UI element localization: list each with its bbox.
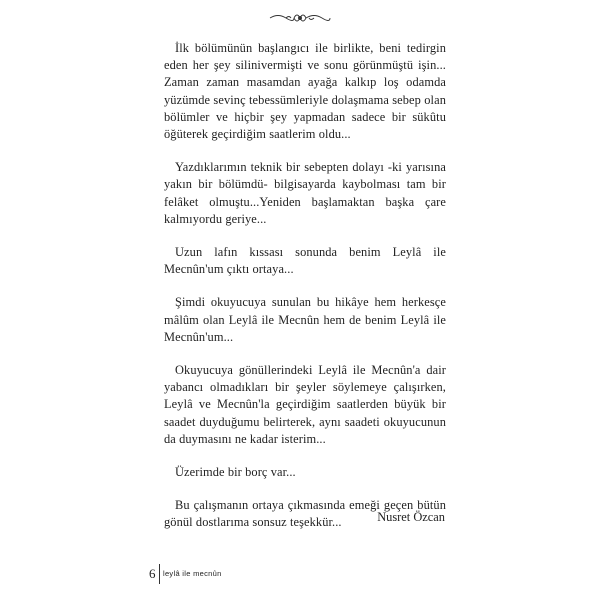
paragraph-7: Bu çalışmanın ortaya çıkmasında emeği geçen bütün gönül dostlarıma sonsuz teşekkür...	[164, 498, 446, 530]
paragraph-1: İlk bölümünün başlangıcı ile birlikte, beni tedirgin eden her şey silinivermişti ve sonu görünmüştü işin... Zaman zaman masamdan ayağa kalkıp loş odamda yüzümde sevinç tebessümleriyle dolaşmama sebep olan bölümler ve hiçbir şey yapmadan sadece bir sükûtu öğüterek geçirdiğim saatlerim oldu...	[164, 41, 446, 142]
preface-body	[164, 40, 446, 548]
paragraph-4: Şimdi okuyucuya sunulan bu hikâye hem herkesçe mâlûm olan Leylâ ile Mecnûn hem de benim Leylâ ile Mecnûn'um...	[164, 295, 446, 344]
paragraph-2: Yazdıklarımın teknik bir sebepten dolayı -ki yarısına yakın bir bölümdü- bilgisayarda kaybolması tam bir felâket olmuştu...Yeniden başlamaktan başka çare kalmıyordu geriye...	[164, 160, 446, 226]
page-number: 6	[149, 566, 156, 581]
author-signature: Nusret Özcan	[377, 510, 445, 524]
paragraph-3: Uzun lafın kıssası sonunda benim Leylâ ile Mecnûn'um çıktı ortaya...	[164, 245, 446, 277]
paragraph-6: Üzerimde bir borç var...	[175, 465, 296, 480]
paragraph-5: Okuyucuya gönüllerindeki Leylâ ile Mecnûn'a dair yabancı olmadıkları bir şeyler söylemeye çalışırken, Leylâ ve Mecnûn'la geçirdiğim saatlerden büyük bir saadet duyduğumu belirterek, aynı saadeti okuyucunun da duymasını ne kadar isterim...	[164, 363, 446, 446]
footer-divider	[159, 564, 160, 584]
running-title: leylâ ile mecnûn	[163, 569, 222, 578]
floral-ornament-icon	[268, 10, 332, 26]
